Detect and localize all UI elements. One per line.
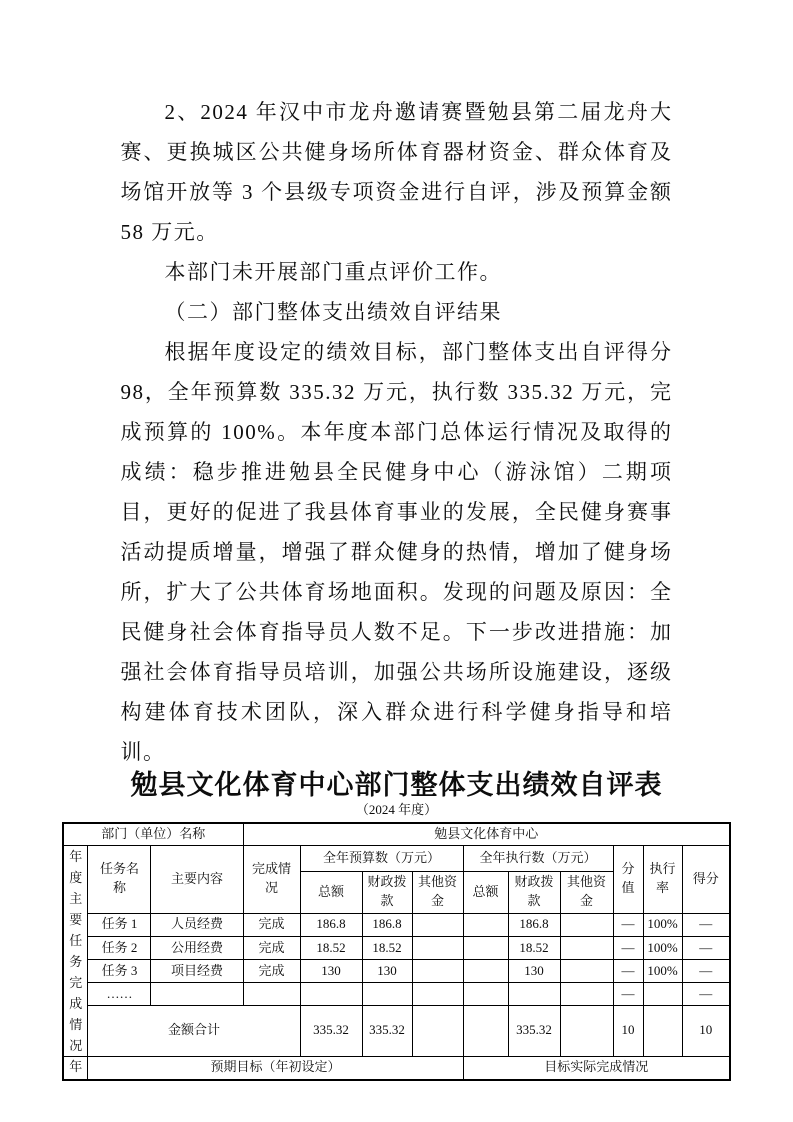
cell-expected-goal: 预期目标（年初设定） [88,1056,463,1080]
cell-score: — [682,960,730,983]
header-score: 得分 [682,845,730,913]
table-row-goal [63,1056,730,1080]
cell-exec-total [463,983,508,1006]
cell-total-label: 金额合计 [88,1006,300,1056]
header-exec-total: 总额 [463,871,508,913]
cell-budget-total: 335.32 [300,1006,362,1056]
header-budget-fiscal [362,871,412,913]
dept-name-label: 部门（单位）名称 [63,823,243,845]
cell-budget-fiscal: 130 [362,960,412,983]
header-exec-other [560,871,613,913]
cell-status: 完成 [243,960,300,983]
cell-actual-completion: 目标实际完成情况 [463,1056,730,1080]
cell-exec-rate: 100% [643,960,682,983]
header-budget-other-text: 其他资金 [417,874,457,909]
cell-exec-total [463,936,508,959]
cell-exec-fiscal [508,983,560,1006]
cell-exec-other [560,960,613,983]
cell-budget-other [412,936,463,959]
table-row-ellipsis [63,983,730,1006]
header-budget-fiscal-text: 财政拨款 [367,874,407,909]
cell-budget-total: 130 [300,960,362,983]
cell-exec-fiscal: 186.8 [508,913,560,936]
table-header-row [63,845,730,871]
header-exec-rate [643,845,682,913]
header-task-name-text: 任务名称 [99,861,139,896]
table-row-task1 [63,913,730,936]
body-text-block [121,92,673,772]
body-paragraph: 2、2024 年汉中市龙舟邀请赛暨勉县第二届龙舟大赛、更换城区公共健身场所体育器材资金、群众体育及场馆开放等 3 个县级专项资金进行自评，涉及预算金额 58 万元。 [120,100,673,244]
cell-exec-total [463,960,508,983]
cell-score: — [682,936,730,959]
cell-task-name: 任务 3 [88,960,151,983]
body-paragraph: 根据年度设定的绩效目标，部门整体支出自评得分 98，全年预算数 335.32 万元，执行数 335.32 万元，完成预算的 100%。本年度本部门总体运行情况及取得的成绩：稳步推进勉县全民健身中心（游泳馆）二期项目，更好的促进了我县体育事业的发展，全民健身赛事活动提质增量，增强了群众健身的热情，增加了健身场所，扩大了公共体育场地面积。发现的问题及原因：全民健身社会体育指导员人数不足。下一步改进措施：加强社会体育指导员培训，加强公共场所设施建设，逐级构建体育技术团队，深入群众进行科学健身指导和培训。 [120,340,673,764]
cell-content: 人员经费 [151,913,243,936]
cell-points: — [613,983,643,1006]
header-exec-other-text: 其他资金 [566,874,606,909]
cell-budget-fiscal: 18.52 [362,936,412,959]
cell-exec-fiscal: 130 [508,960,560,983]
cell-exec-total [463,1006,508,1056]
table-row-total [63,1006,730,1056]
header-points-text: 分值 [621,861,635,896]
cell-exec-fiscal: 335.32 [508,1006,560,1056]
header-budget-total: 总额 [300,871,362,913]
cell-exec-other [560,936,613,959]
cell-points: — [613,960,643,983]
cell-content: 公用经费 [151,936,243,959]
cell-budget-total: 18.52 [300,936,362,959]
header-status [243,845,300,913]
body-paragraph: 本部门未开展部门重点评价工作。 [164,260,502,284]
row-group-label-text: 年度主要任务完成情况 [69,848,83,1053]
cell-budget-other [412,1006,463,1056]
header-points [613,845,643,913]
table-row [63,823,730,845]
header-exec-fiscal [508,871,560,913]
cell-task-name: …… [88,983,151,1006]
table-subtitle: （2024 年度） [355,802,438,817]
cell-budget-other [412,960,463,983]
cell-points: — [613,913,643,936]
header-budget-group: 全年预算数（万元） [300,845,463,871]
cell-exec-rate: 100% [643,913,682,936]
cell-budget-total [300,983,362,1006]
cell-exec-rate: 100% [643,936,682,959]
row-group-label [63,845,88,1056]
header-budget-other [412,871,463,913]
cell-status [243,983,300,1006]
cell-budget-total: 186.8 [300,913,362,936]
cell-exec-other [560,1006,613,1056]
body-paragraph: （二）部门整体支出绩效自评结果 [164,300,502,324]
cell-status: 完成 [243,936,300,959]
header-exec-fiscal-text: 财政拨款 [514,874,554,909]
cell-exec-total [463,913,508,936]
header-status-text: 完成情况 [251,861,291,896]
header-exec-group: 全年执行数（万元） [463,845,613,871]
cell-exec-rate [643,1006,682,1056]
cell-exec-fiscal: 18.52 [508,936,560,959]
table-title: 勉县文化体育中心部门整体支出绩效自评表 [130,770,663,800]
cell-budget-other [412,913,463,936]
cell-score: — [682,913,730,936]
header-task-name [88,845,151,913]
header-content: 主要内容 [151,845,243,913]
cell-task-name: 任务 1 [88,913,151,936]
dept-name-value: 勉县文化体育中心 [243,823,730,845]
cell-exec-other [560,983,613,1006]
cell-goal-group-label: 年 [63,1056,88,1080]
cell-budget-fiscal [362,983,412,1006]
table-row-task2 [63,936,730,959]
cell-status: 完成 [243,913,300,936]
performance-self-evaluation-table [62,822,731,1081]
header-exec-rate-text: 执行率 [649,861,676,896]
cell-exec-rate [643,983,682,1006]
cell-score: — [682,983,730,1006]
cell-score: 10 [682,1006,730,1056]
cell-budget-fiscal: 186.8 [362,913,412,936]
table-row-task3 [63,960,730,983]
cell-points: 10 [613,1006,643,1056]
cell-exec-other [560,913,613,936]
cell-budget-other [412,983,463,1006]
cell-content: 项目经费 [151,960,243,983]
cell-points: — [613,936,643,959]
cell-task-name: 任务 2 [88,936,151,959]
cell-budget-fiscal: 335.32 [362,1006,412,1056]
cell-content [151,983,243,1006]
